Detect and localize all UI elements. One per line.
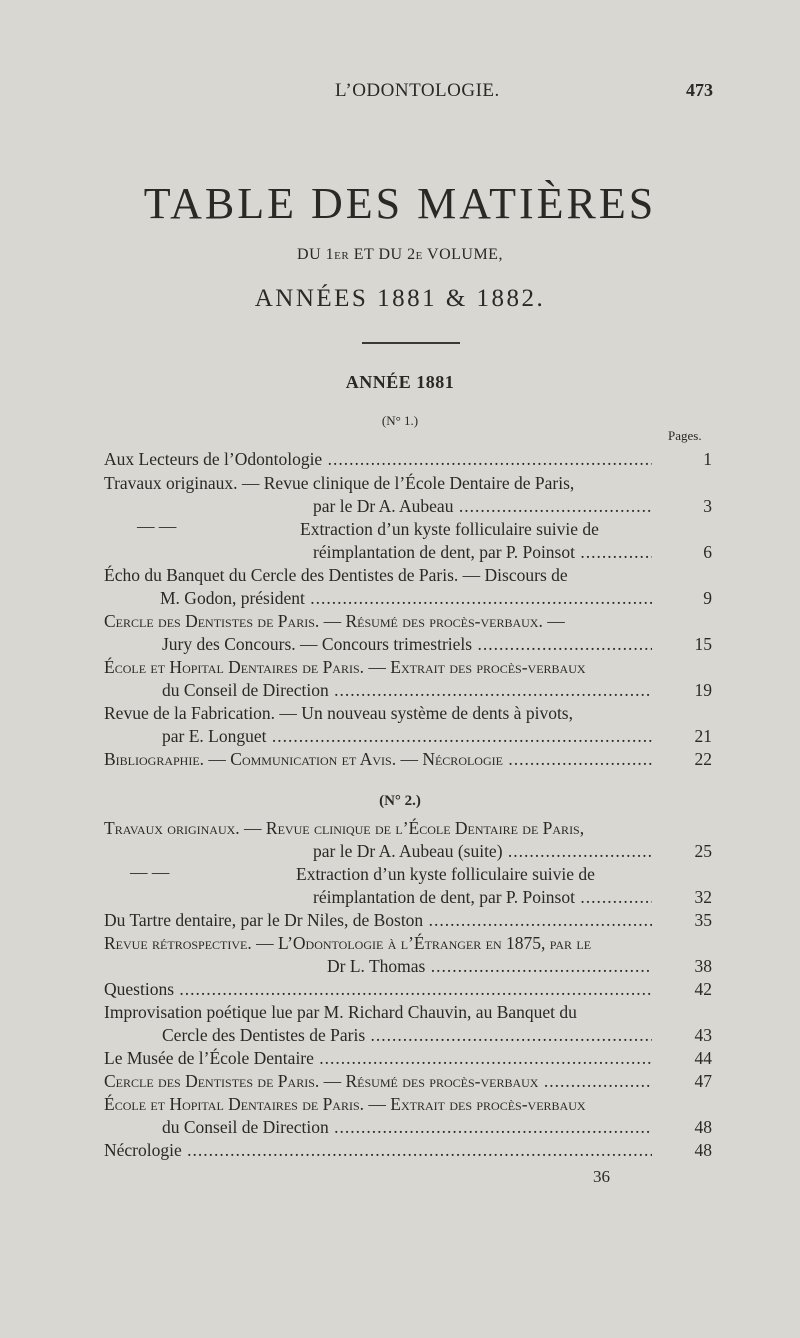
toc-entry: [162, 725, 716, 748]
running-title: L’ODONTOLOGIE.: [335, 80, 500, 101]
toc-entry: [104, 1001, 716, 1024]
toc-entry-text: Le Musée de l’École Dentaire .....: [104, 1047, 652, 1070]
toc-entry: [104, 564, 716, 587]
toc-entry-text: Dr L. Thomas .....: [327, 955, 652, 978]
toc-entry-text: Travaux originaux. — Revue clinique de l’École Dentaire de Paris,: [104, 818, 585, 838]
toc-entry: [104, 909, 716, 932]
toc-entry-text: par le Dr A. Aubeau .....: [313, 495, 652, 518]
toc-entry-text: Bibliographie. — Communication et Avis. — Nécrologie .....: [104, 748, 652, 771]
toc-entry-text: Cercle des Dentistes de Paris .....: [162, 1024, 652, 1047]
toc-entry: [104, 702, 716, 725]
page-number: 473: [686, 80, 713, 100]
toc-entry: [104, 448, 716, 471]
toc-entry-text: Aux Lecteurs de l’Odontologie .....: [104, 448, 652, 471]
toc-entry: [313, 541, 716, 564]
year-heading: ANNÉE 1881: [345, 372, 455, 392]
toc-entry-page: 48: [694, 1117, 712, 1137]
toc-entry-text: Extraction d’un kyste folliculaire suivie de: [296, 864, 595, 884]
toc-entry-page: 32: [694, 887, 712, 907]
issue-1-heading: (N° 1.): [381, 413, 419, 428]
toc-entry: [104, 1070, 716, 1093]
toc-entry: [104, 472, 716, 495]
toc-entry-page: 6: [703, 542, 712, 562]
toc-entry-page: 47: [694, 1071, 712, 1091]
toc-entry: [162, 633, 716, 656]
toc-entry-text: Écho du Banquet du Cercle des Dentistes de Paris. — Discours de: [104, 565, 568, 585]
ditto-dashes: — —: [137, 516, 177, 536]
toc-entry-text: Extraction d’un kyste folliculaire suivie de: [300, 519, 599, 539]
toc-entry: [104, 817, 716, 840]
toc-entry: [162, 1024, 716, 1047]
toc-entry-text: par E. Longuet .....: [162, 725, 652, 748]
toc-entry-page: 48: [694, 1140, 712, 1160]
toc-entry-text: réimplantation de dent, par P. Poinsot .....: [313, 541, 652, 564]
toc-entry: [104, 1093, 716, 1116]
toc-entry-page: 1: [703, 449, 712, 469]
toc-entry-text: Travaux originaux. — Revue clinique de l’École Dentaire de Paris,: [104, 473, 575, 493]
toc-entry: [104, 932, 716, 955]
toc-entry: [104, 1139, 716, 1162]
toc-entry-text: Questions .....: [104, 978, 652, 1001]
years-heading: ANNÉES 1881 & 1882.: [254, 285, 546, 312]
toc-entry: [104, 748, 716, 771]
toc-entry: [104, 610, 716, 633]
toc-entry: [313, 495, 716, 518]
pages-column-label: Pages.: [668, 428, 702, 443]
toc-entry: [104, 978, 716, 1001]
divider-rule: [362, 342, 460, 344]
toc-entry-text: École et Hopital Dentaires de Paris. — Extrait des procès-verbaux: [104, 657, 586, 677]
toc-entry-text: M. Godon, président .....: [160, 587, 652, 610]
toc-entry-text: par le Dr A. Aubeau (suite) .....: [313, 840, 652, 863]
toc-entry: [313, 840, 716, 863]
volume-subtitle: DU 1er ET DU 2e VOLUME,: [297, 246, 503, 263]
toc-entry-text: Du Tartre dentaire, par le Dr Niles, de Boston .....: [104, 909, 652, 932]
toc-entry-page: 25: [694, 841, 712, 861]
toc-entry-page: 19: [694, 680, 712, 700]
toc-entry-text: Cercle des Dentistes de Paris. — Résumé des procès-verbaux .....: [104, 1070, 652, 1093]
toc-entry-page: 44: [694, 1048, 712, 1068]
toc-entry-text: Improvisation poétique lue par M. Richard Chauvin, au Banquet du: [104, 1002, 577, 1022]
toc-entry-text: Cercle des Dentistes de Paris. — Résumé des procès-verbaux. —: [104, 611, 565, 631]
toc-entry-text: du Conseil de Direction .....: [162, 1116, 652, 1139]
toc-entry-page: 38: [694, 956, 712, 976]
toc-entry: [300, 518, 716, 541]
toc-entry-page: 22: [694, 749, 712, 769]
toc-entry-text: École et Hopital Dentaires de Paris. — Extrait des procès-verbaux: [104, 1094, 586, 1114]
toc-entry: [327, 955, 716, 978]
issue-2-heading: (N° 2.): [379, 793, 421, 809]
toc-entry: [104, 1047, 716, 1070]
toc-entry-page: 21: [694, 726, 712, 746]
toc-entry-page: 43: [694, 1025, 712, 1045]
running-head: [0, 80, 800, 106]
page-title: TABLE DES MATIÈRES: [143, 179, 657, 228]
signature-mark: 36: [593, 1167, 610, 1186]
toc-entry-page: 35: [694, 910, 712, 930]
toc-entry-page: 15: [694, 634, 712, 654]
toc-entry: [104, 656, 716, 679]
toc-entry-page: 42: [694, 979, 712, 999]
toc-entry-text: Jury des Concours. — Concours trimestriels .....: [162, 633, 652, 656]
toc-entry: [296, 863, 716, 886]
toc-entry-text: Revue de la Fabrication. — Un nouveau système de dents à pivots,: [104, 703, 573, 723]
ditto-dashes: — —: [130, 862, 170, 882]
toc-entry: [313, 886, 716, 909]
toc-entry: [160, 587, 716, 610]
toc-entry-text: du Conseil de Direction .....: [162, 679, 652, 702]
toc-entry-text: réimplantation de dent, par P. Poinsot .....: [313, 886, 652, 909]
toc-entry-page: 9: [703, 588, 712, 608]
toc-entry-page: 3: [703, 496, 712, 516]
toc-entry-text: Nécrologie .....: [104, 1139, 652, 1162]
toc-entry: [162, 679, 716, 702]
toc-entry-text: Revue rétrospective. — L’Odontologie à l’Étranger en 1875, par le: [104, 933, 592, 953]
toc-entry: [162, 1116, 716, 1139]
